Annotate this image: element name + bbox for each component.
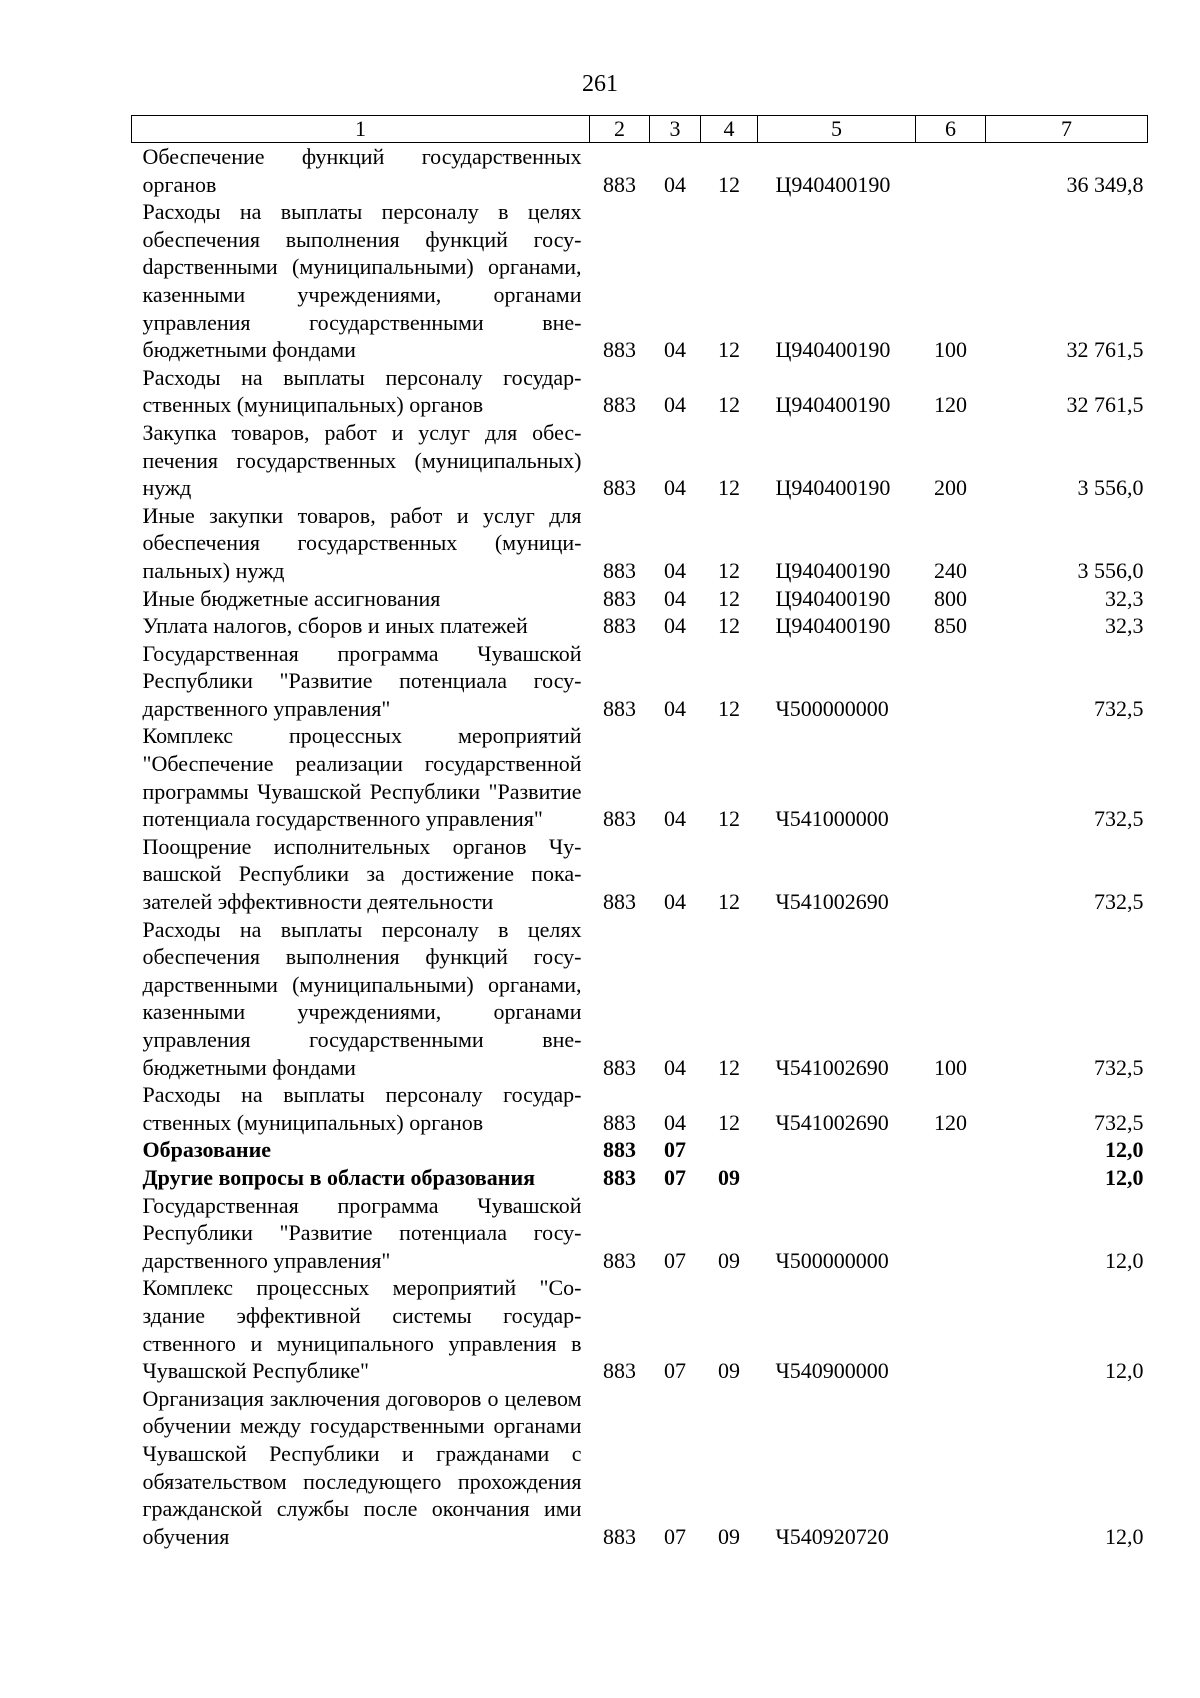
row-target-article: Ч540920720 [775, 1523, 889, 1549]
row-ved-code: 883 [603, 557, 636, 583]
table-row [132, 722, 1148, 832]
row-ved-code: 883 [603, 171, 636, 197]
row-expense-type: 120 [934, 392, 967, 418]
table-row [132, 1385, 1148, 1551]
row-ved-code: 883 [603, 392, 636, 418]
row-amount: 32 761,5 [1066, 337, 1144, 363]
column-header-5: 5 [758, 116, 916, 143]
row-expense-type: 200 [934, 475, 967, 501]
row-amount: 732,5 [1094, 1054, 1144, 1080]
column-header-1: 1 [132, 116, 590, 143]
row-amount: 12,0 [1105, 1247, 1144, 1273]
row-target-article: Ч500000000 [775, 695, 889, 721]
column-header-4: 4 [701, 116, 758, 143]
row-target-article: Ч541002690 [775, 889, 889, 915]
row-amount: 12,0 [1105, 1523, 1144, 1549]
row-ved-code: 883 [603, 1109, 636, 1135]
row-subsection-code: 12 [718, 475, 740, 501]
row-section-code: 07 [664, 1247, 686, 1273]
row-section-code: 04 [664, 475, 686, 501]
row-name: Комплекс процессных мероприятий "Обеспечение реализации государственной программы Чувашской Республики "Развитие потенциала государственного управления" [142, 723, 582, 832]
row-target-article: Ц940400190 [775, 171, 891, 197]
row-amount: 32 761,5 [1066, 392, 1144, 418]
row-subsection-code: 09 [718, 1358, 740, 1384]
table-row [132, 640, 1148, 723]
row-section-code: 04 [664, 557, 686, 583]
row-amount: 32,3 [1105, 585, 1144, 611]
row-section-code: 07 [664, 1164, 686, 1190]
row-subsection-code: 12 [718, 806, 740, 832]
row-section-code: 04 [664, 585, 686, 611]
row-section-code: 04 [664, 337, 686, 363]
row-expense-type [916, 1192, 986, 1275]
row-name: Другие вопросы в области образования [142, 1164, 536, 1190]
row-ved-code: 883 [603, 1247, 636, 1273]
row-amount: 732,5 [1094, 806, 1144, 832]
row-target-article: Ц940400190 [775, 613, 891, 639]
row-ved-code: 883 [603, 1137, 636, 1163]
row-ved-code: 883 [603, 1164, 636, 1190]
row-section-code: 04 [664, 613, 686, 639]
row-section-code: 04 [664, 392, 686, 418]
row-expense-type [916, 1136, 986, 1164]
table-row [132, 198, 1148, 364]
row-section-code: 04 [664, 695, 686, 721]
row-ved-code: 883 [603, 1523, 636, 1549]
table-row [132, 612, 1148, 640]
row-expense-type: 100 [934, 337, 967, 363]
table-row [132, 364, 1148, 419]
row-subsection-code: 12 [718, 1054, 740, 1080]
row-expense-type: 100 [934, 1054, 967, 1080]
row-subsection-code: 12 [718, 171, 740, 197]
row-section-code: 04 [664, 1054, 686, 1080]
row-name: Расходы на выплаты персоналу в целях обеспечения выполнения функций госуdарственными (муниципальными) органами, казенными учреждениями, органами управления государственными внебюджетными фондами [142, 199, 582, 363]
table-row [132, 1192, 1148, 1275]
row-name: Организация заключения договоров о целевом обучении между государственными органами Чувашской Республики и гражданами с обязательством последующего прохождения гражданской службы после окончания ими обучения [142, 1385, 582, 1549]
row-subsection-code: 12 [718, 1109, 740, 1135]
row-expense-type [916, 833, 986, 916]
table-header [132, 116, 1148, 143]
row-subsection-code: 12 [718, 695, 740, 721]
table-row [132, 585, 1148, 613]
row-name: Расходы на выплаты персоналу государственных (муниципальных) органов [142, 364, 582, 418]
header-row [132, 116, 1148, 143]
row-subsection-code: 09 [718, 1164, 740, 1190]
row-subsection-code: 12 [718, 392, 740, 418]
row-target-article: Ц940400190 [775, 557, 891, 583]
row-subsection-code: 12 [718, 557, 740, 583]
table-row [132, 916, 1148, 1082]
row-expense-type: 800 [934, 585, 967, 611]
row-section-code: 04 [664, 171, 686, 197]
row-amount: 732,5 [1094, 695, 1144, 721]
table-row [132, 1081, 1148, 1136]
row-target-article: Ц940400190 [775, 392, 891, 418]
row-amount: 12,0 [1105, 1164, 1144, 1190]
page-number: 261 [582, 71, 618, 97]
column-header-2: 2 [590, 116, 650, 143]
row-name: Закупка товаров, работ и услуг для обеспечения государственных (муниципальных) нужд [142, 419, 582, 501]
row-subsection-code: 12 [718, 337, 740, 363]
column-header-6: 6 [916, 116, 986, 143]
row-amount: 3 556,0 [1077, 557, 1144, 583]
row-expense-type [916, 1385, 986, 1551]
row-ved-code: 883 [603, 695, 636, 721]
row-ved-code: 883 [603, 1054, 636, 1080]
row-target-article: Ц940400190 [775, 475, 891, 501]
row-target-article: Ч541000000 [775, 806, 889, 832]
row-target-article: Ц940400190 [775, 585, 891, 611]
row-ved-code: 883 [603, 1358, 636, 1384]
row-subsection-code: 12 [718, 613, 740, 639]
row-target-article: Ч541002690 [775, 1054, 889, 1080]
row-name: Расходы на выплаты персоналу в целях обеспечения выполнения функций государственными (муниципальными) органами, казенными учреждениями, органами управления государственными внебюджетными фондами [142, 916, 582, 1080]
row-expense-type [916, 722, 986, 832]
row-name: Обеспечение функций государственных органов [142, 144, 582, 197]
row-section-code: 04 [664, 806, 686, 832]
row-target-article: Ч540900000 [775, 1358, 889, 1384]
row-subsection-code: 09 [718, 1247, 740, 1273]
table-row [132, 143, 1148, 199]
row-ved-code: 883 [603, 475, 636, 501]
row-section-code: 07 [664, 1523, 686, 1549]
row-subsection-code: 12 [718, 889, 740, 915]
row-ved-code: 883 [603, 337, 636, 363]
row-target-article [758, 1164, 916, 1192]
row-subsection-code: 09 [718, 1523, 740, 1549]
table-row [132, 419, 1148, 502]
row-target-article: Ч500000000 [775, 1247, 889, 1273]
row-amount: 732,5 [1094, 889, 1144, 915]
budget-table [131, 115, 1148, 1550]
table-row [132, 502, 1148, 585]
row-name: Государственная программа Чувашской Республики "Развитие потенциала государственного управления" [142, 1192, 582, 1273]
row-amount: 36 349,8 [1066, 171, 1144, 197]
row-amount: 12,0 [1105, 1358, 1144, 1384]
row-name: Образование [142, 1137, 272, 1163]
table-row [132, 1136, 1148, 1164]
row-expense-type: 850 [934, 613, 967, 639]
table-body [132, 143, 1148, 1551]
row-expense-type [916, 1164, 986, 1192]
row-amount: 3 556,0 [1077, 475, 1144, 501]
row-ved-code: 883 [603, 585, 636, 611]
row-section-code: 04 [664, 1109, 686, 1135]
row-target-article: Ч541002690 [775, 1109, 889, 1135]
row-target-article: Ц940400190 [775, 337, 891, 363]
row-target-article [758, 1136, 916, 1164]
row-amount: 32,3 [1105, 613, 1144, 639]
row-name: Иные бюджетные ассигнования [142, 585, 441, 611]
row-section-code: 07 [664, 1358, 686, 1384]
row-ved-code: 883 [603, 613, 636, 639]
table-row [132, 833, 1148, 916]
row-expense-type: 120 [934, 1109, 967, 1135]
row-name: Расходы на выплаты персоналу государственных (муниципальных) органов [142, 1082, 582, 1135]
row-subsection-code [701, 1136, 758, 1164]
row-expense-type [916, 1274, 986, 1384]
row-expense-type: 240 [934, 557, 967, 583]
row-section-code: 04 [664, 889, 686, 915]
row-section-code: 07 [664, 1137, 686, 1163]
column-header-3: 3 [650, 116, 701, 143]
row-name: Государственная программа Чувашской Республики "Развитие потенциала государственного управления" [142, 640, 582, 721]
row-name: Уплата налогов, сборов и иных платежей [142, 613, 528, 639]
row-expense-type [916, 143, 986, 199]
row-name: Иные закупки товаров, работ и услуг для обеспечения государственных (муниципальных) нужд [142, 502, 582, 583]
row-amount: 12,0 [1105, 1137, 1144, 1163]
row-ved-code: 883 [603, 806, 636, 832]
row-amount: 732,5 [1094, 1109, 1144, 1135]
row-subsection-code: 12 [718, 585, 740, 611]
row-expense-type [916, 640, 986, 723]
row-name: Поощрение исполнительных органов Чувашской Республики за достижение показателей эффективности деятельности [142, 833, 582, 915]
table-row [132, 1274, 1148, 1384]
table-row [132, 1164, 1148, 1192]
row-ved-code: 883 [603, 889, 636, 915]
column-header-7: 7 [986, 116, 1148, 143]
row-name: Комплекс процессных мероприятий "Создание эффективной системы государственного и муниципального управления в Чувашской Республике" [142, 1275, 582, 1384]
